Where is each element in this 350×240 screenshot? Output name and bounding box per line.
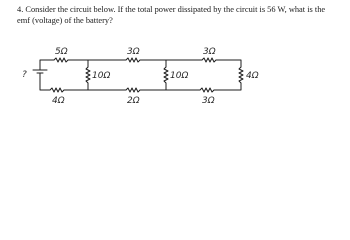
wire-bottom-middle-right [140, 86, 166, 90]
question-body: Consider the circuit below. If the total power dissipated by the circuit is 56 W, what is the emf (voltage) of the battery? [17, 5, 326, 25]
label-resistor-vertical-right: 4Ω [246, 71, 259, 81]
question-number: 4. [17, 5, 24, 14]
label-resistor-bottom-right: 3Ω [202, 96, 215, 106]
battery [33, 64, 47, 87]
wire-top-middle-left [88, 60, 126, 64]
label-resistor-bottom-middle: 2Ω [127, 96, 140, 106]
wire-top-left [40, 60, 54, 64]
resistor-vertical-left [86, 67, 90, 83]
resistor-top-middle [126, 58, 140, 62]
label-resistor-top-left: 5Ω [55, 47, 68, 57]
label-resistor-bottom-left: 4Ω [52, 96, 65, 106]
label-resistor-top-right: 3Ω [203, 47, 216, 57]
resistor-top-left [54, 58, 68, 62]
battery-label: ? [22, 70, 27, 80]
resistor-vertical-right [239, 67, 243, 83]
wire-bottom-right-right [214, 86, 241, 90]
label-resistor-top-middle: 3Ω [127, 47, 140, 57]
wire-top-middle-right [140, 60, 166, 64]
resistor-bottom-middle [126, 88, 140, 92]
resistor-bottom-right [200, 88, 214, 92]
wire-top-right-right [216, 60, 241, 64]
wire-bottom-left-to-node [64, 86, 88, 90]
resistor-vertical-middle [164, 67, 168, 83]
wire-top-left-to-node [68, 60, 88, 64]
resistor-bottom-left [50, 88, 64, 92]
label-resistor-vertical-left: 10Ω [92, 71, 111, 81]
wire-bottom-left [40, 87, 50, 90]
resistor-top-right [202, 58, 216, 62]
label-resistor-vertical-middle: 10Ω [170, 71, 189, 81]
